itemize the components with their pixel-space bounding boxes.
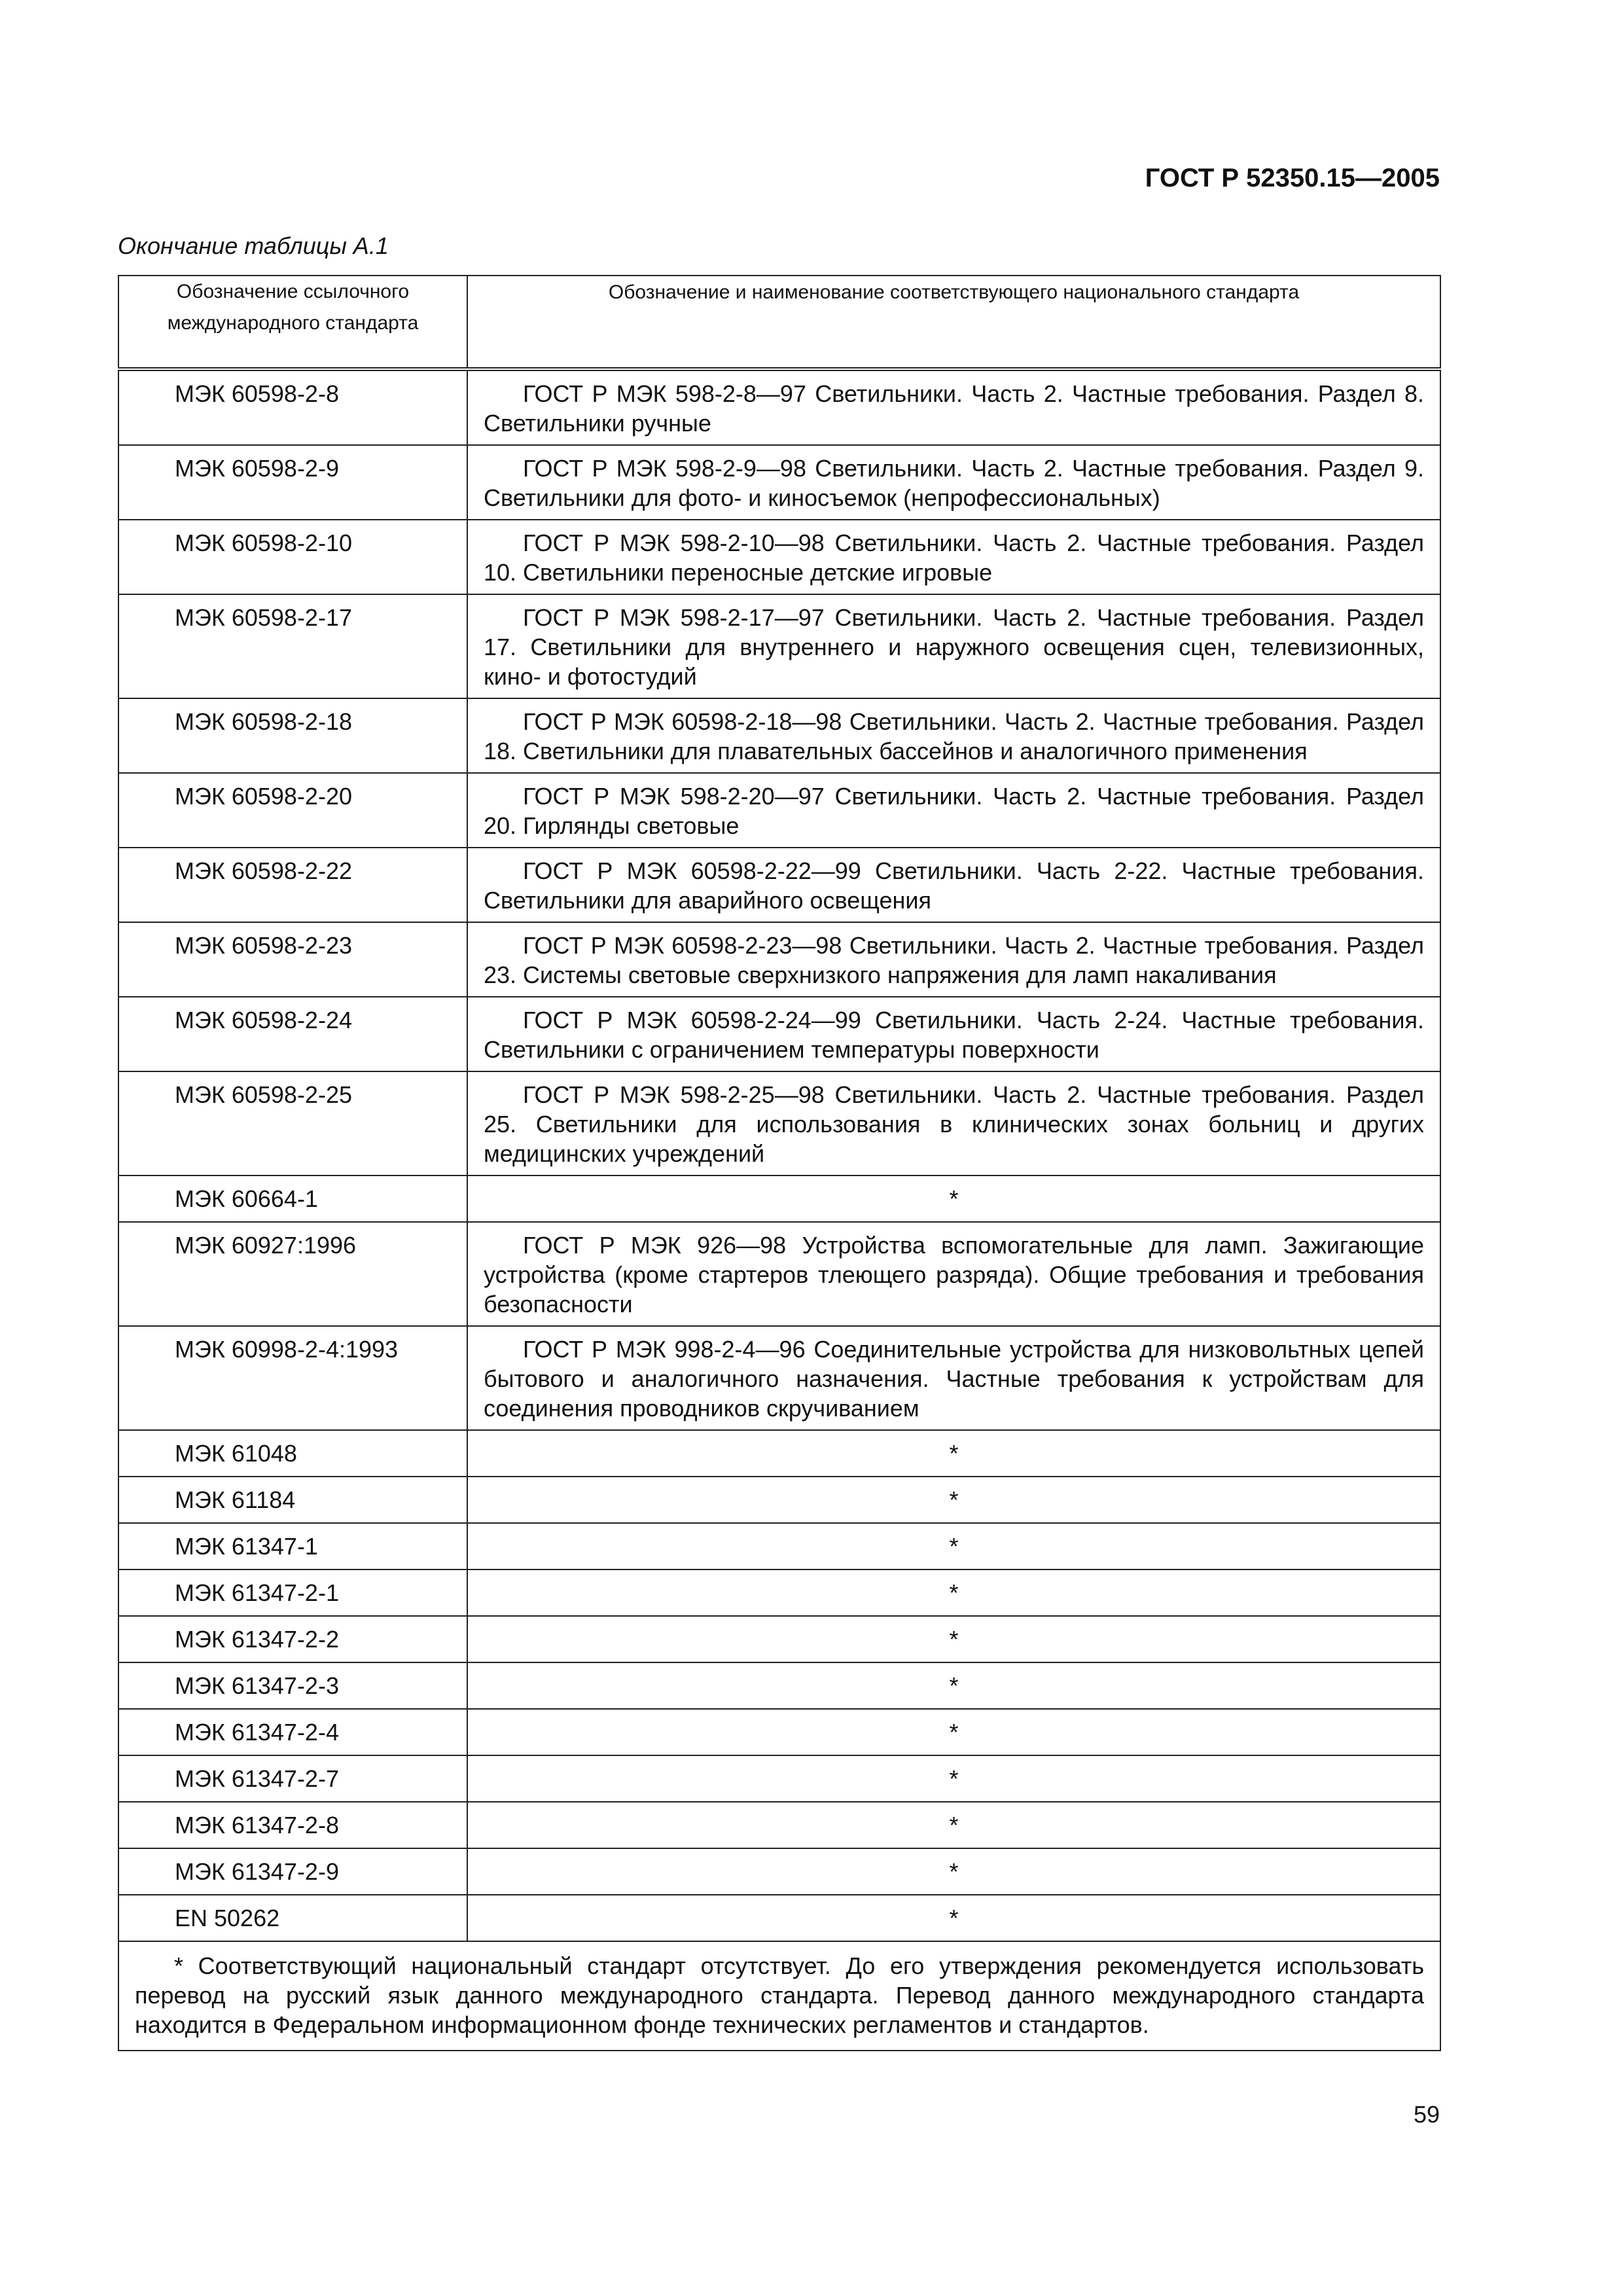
national-standard-cell bbox=[467, 773, 1440, 848]
national-standard-cell bbox=[467, 848, 1440, 922]
no-national-standard-mark: * bbox=[467, 1755, 1440, 1802]
table-row bbox=[118, 773, 1440, 848]
international-standard-code: МЭК 61347-2-9 bbox=[118, 1848, 467, 1895]
international-standard-code: МЭК 60664-1 bbox=[118, 1175, 467, 1222]
national-standard-cell bbox=[467, 1326, 1440, 1430]
table-row bbox=[118, 1326, 1440, 1430]
column-header-national: Обозначение и наименование соответствующего национального стандарта bbox=[467, 276, 1440, 369]
table-row bbox=[118, 848, 1440, 922]
national-standard-text: ГОСТ Р МЭК 60598-2-22—99 Светильники. Часть 2-22. Частные требования. Светильники для аварийного освещения bbox=[484, 857, 1424, 914]
national-standard-text: ГОСТ Р МЭК 926—98 Устройства вспомогательные для ламп. Зажигающие устройства (кроме стартеров тлеющего разряда). Общие требования и требования безопасности bbox=[484, 1232, 1424, 1318]
national-standard-text: ГОСТ Р МЭК 60598-2-23—98 Светильники. Часть 2. Частные требования. Раздел 23. Системы световые сверхнизкого напряжения для ламп накаливания bbox=[484, 932, 1424, 988]
no-national-standard-mark: * bbox=[467, 1802, 1440, 1848]
table-row bbox=[118, 520, 1440, 594]
national-standard-cell bbox=[467, 520, 1440, 594]
international-standard-code: МЭК 60598-2-9 bbox=[118, 445, 467, 520]
table-row bbox=[118, 594, 1440, 698]
no-national-standard-mark: * bbox=[467, 1848, 1440, 1895]
national-standard-text: ГОСТ Р МЭК 60598-2-18—98 Светильники. Часть 2. Частные требования. Раздел 18. Светильники для плавательных бассейнов и аналогичного применения bbox=[484, 708, 1424, 764]
table-caption: Окончание таблицы А.1 bbox=[118, 232, 389, 259]
table-row bbox=[118, 1802, 1440, 1848]
international-standard-code: МЭК 60927:1996 bbox=[118, 1222, 467, 1326]
international-standard-code: МЭК 61347-2-8 bbox=[118, 1802, 467, 1848]
national-standard-text: ГОСТ Р МЭК 598-2-9—98 Светильники. Часть 2. Частные требования. Раздел 9. Светильники для фото- и киносъемок (непрофессиональных) bbox=[484, 455, 1424, 511]
national-standard-text: ГОСТ Р МЭК 598-2-20—97 Светильники. Часть 2. Частные требования. Раздел 20. Гирлянды световые bbox=[484, 783, 1424, 839]
column-header-international: Обозначение ссылочного международного стандарта bbox=[118, 276, 467, 369]
international-standard-code: МЭК 60598-2-17 bbox=[118, 594, 467, 698]
table-row bbox=[118, 1616, 1440, 1662]
no-national-standard-mark: * bbox=[467, 1477, 1440, 1523]
national-standard-text: ГОСТ Р МЭК 598-2-8—97 Светильники. Часть 2. Частные требования. Раздел 8. Светильники ручные bbox=[484, 380, 1424, 437]
table-row bbox=[118, 1895, 1440, 1941]
national-standard-cell bbox=[467, 922, 1440, 997]
international-standard-code: МЭК 61347-2-1 bbox=[118, 1570, 467, 1616]
international-standard-code: МЭК 61347-2-2 bbox=[118, 1616, 467, 1662]
international-standard-code: МЭК 60598-2-8 bbox=[118, 369, 467, 445]
table-row bbox=[118, 1848, 1440, 1895]
national-standard-text: ГОСТ Р МЭК 998-2-4—96 Соединительные устройства для низковольтных цепей бытового и аналогичного назначения. Частные требования к устройствам для соединения проводников скручиванием bbox=[484, 1336, 1424, 1422]
international-standard-code: МЭК 60598-2-24 bbox=[118, 997, 467, 1071]
table-row bbox=[118, 1071, 1440, 1175]
international-standard-code: МЭК 61347-2-4 bbox=[118, 1709, 467, 1755]
table-row bbox=[118, 698, 1440, 773]
table-row bbox=[118, 1570, 1440, 1616]
table-row bbox=[118, 1755, 1440, 1802]
no-national-standard-mark: * bbox=[467, 1895, 1440, 1941]
no-national-standard-mark: * bbox=[467, 1662, 1440, 1709]
table-row bbox=[118, 1477, 1440, 1523]
no-national-standard-mark: * bbox=[467, 1175, 1440, 1222]
reference-table bbox=[118, 275, 1441, 2051]
national-standard-cell bbox=[467, 594, 1440, 698]
national-standard-cell bbox=[467, 369, 1440, 445]
national-standard-text: ГОСТ Р МЭК 598-2-10—98 Светильники. Часть 2. Частные требования. Раздел 10. Светильники переносные детские игровые bbox=[484, 529, 1424, 586]
national-standard-cell bbox=[467, 445, 1440, 520]
page-number: 59 bbox=[1413, 2101, 1440, 2128]
table-row bbox=[118, 922, 1440, 997]
table-row bbox=[118, 1175, 1440, 1222]
international-standard-code: EN 50262 bbox=[118, 1895, 467, 1941]
international-standard-code: МЭК 61048 bbox=[118, 1430, 467, 1477]
footnote-text: * Соответствующий национальный стандарт отсутствует. До его утверждения рекомендуется использовать перевод на русский язык данного международного стандарта. Перевод данного международного стандарта находится в Федеральном информационном фонде технических регламентов и стандартов. bbox=[135, 1952, 1424, 2038]
table-row bbox=[118, 997, 1440, 1071]
national-standard-cell bbox=[467, 997, 1440, 1071]
no-national-standard-mark: * bbox=[467, 1709, 1440, 1755]
international-standard-code: МЭК 60598-2-20 bbox=[118, 773, 467, 848]
no-national-standard-mark: * bbox=[467, 1570, 1440, 1616]
international-standard-code: МЭК 61347-2-3 bbox=[118, 1662, 467, 1709]
international-standard-code: МЭК 60598-2-22 bbox=[118, 848, 467, 922]
table-row bbox=[118, 445, 1440, 520]
document-number: ГОСТ Р 52350.15—2005 bbox=[1145, 164, 1440, 192]
table-row bbox=[118, 1523, 1440, 1570]
international-standard-code: МЭК 61347-2-7 bbox=[118, 1755, 467, 1802]
national-standard-cell bbox=[467, 698, 1440, 773]
international-standard-code: МЭК 61184 bbox=[118, 1477, 467, 1523]
international-standard-code: МЭК 60998-2-4:1993 bbox=[118, 1326, 467, 1430]
no-national-standard-mark: * bbox=[467, 1523, 1440, 1570]
table-row bbox=[118, 1709, 1440, 1755]
international-standard-code: МЭК 60598-2-25 bbox=[118, 1071, 467, 1175]
international-standard-code: МЭК 60598-2-18 bbox=[118, 698, 467, 773]
no-national-standard-mark: * bbox=[467, 1616, 1440, 1662]
national-standard-cell bbox=[467, 1071, 1440, 1175]
table-header-row bbox=[118, 276, 1440, 369]
international-standard-code: МЭК 61347-1 bbox=[118, 1523, 467, 1570]
table-row bbox=[118, 1662, 1440, 1709]
table-row bbox=[118, 1430, 1440, 1477]
national-standard-text: ГОСТ Р МЭК 60598-2-24—99 Светильники. Часть 2-24. Частные требования. Светильники с ограничением температуры поверхности bbox=[484, 1007, 1424, 1063]
table-row bbox=[118, 1222, 1440, 1326]
table-body bbox=[118, 369, 1440, 1941]
table-row bbox=[118, 369, 1440, 445]
no-national-standard-mark: * bbox=[467, 1430, 1440, 1477]
international-standard-code: МЭК 60598-2-23 bbox=[118, 922, 467, 997]
footnote-cell bbox=[118, 1941, 1440, 2051]
national-standard-cell bbox=[467, 1222, 1440, 1326]
national-standard-text: ГОСТ Р МЭК 598-2-17—97 Светильники. Часть 2. Частные требования. Раздел 17. Светильники для внутреннего и наружного освещения сцен, телевизионных, кино- и фотостудий bbox=[484, 604, 1424, 690]
footnote-row bbox=[118, 1941, 1440, 2051]
international-standard-code: МЭК 60598-2-10 bbox=[118, 520, 467, 594]
national-standard-text: ГОСТ Р МЭК 598-2-25—98 Светильники. Часть 2. Частные требования. Раздел 25. Светильники для использования в клинических зонах больниц и других медицинских учреждений bbox=[484, 1081, 1424, 1167]
